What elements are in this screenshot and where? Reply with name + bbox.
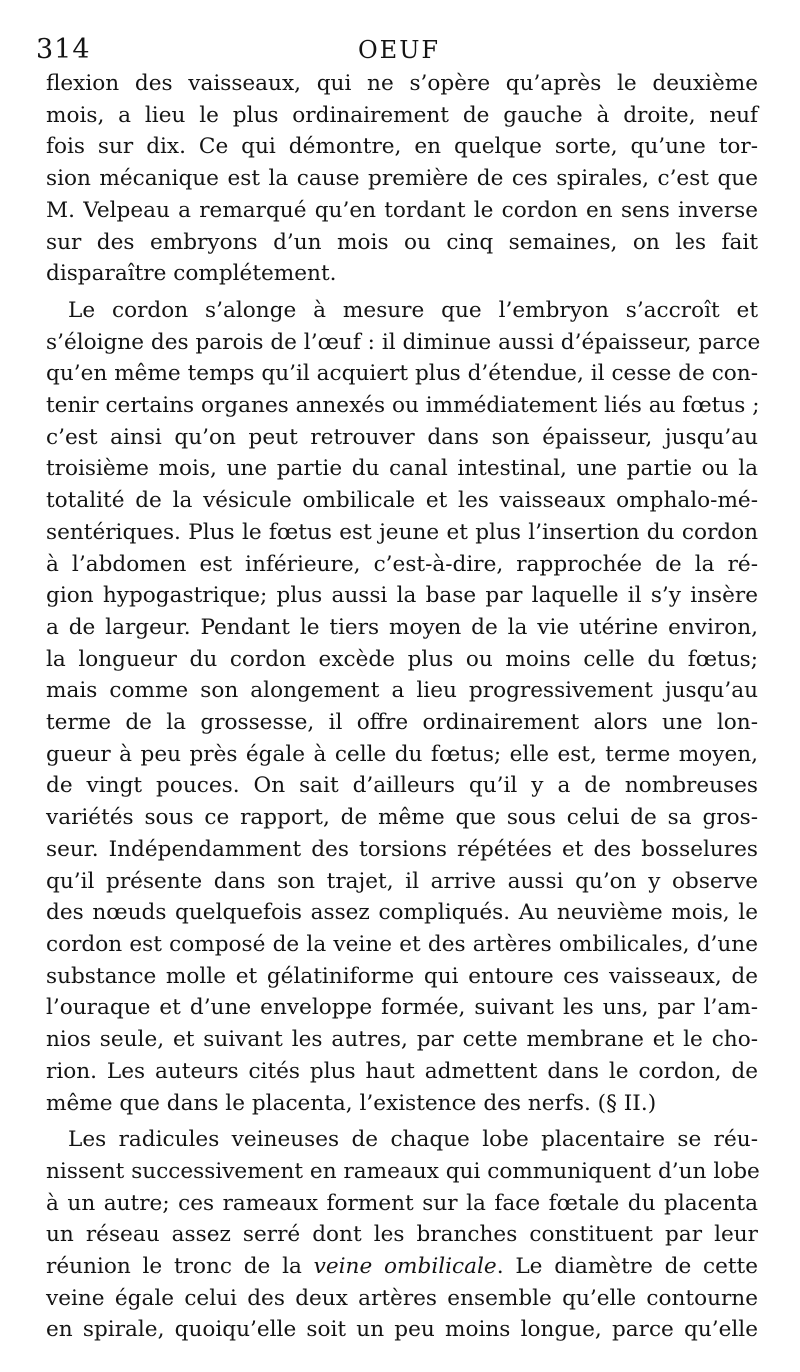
- text-line-with-italic: [46, 1251, 758, 1283]
- text-line: de vingt pouces. On sait d’ailleurs qu’il y a de nombreuses: [46, 773, 758, 799]
- text-line: troisième mois, une partie du canal intestinal, une partie ou la: [46, 456, 758, 482]
- text-line: en spirale, quoiqu’elle soit un peu moins longue, parce qu’elle: [46, 1317, 758, 1343]
- text-line: a de largeur. Pendant le tiers moyen de la vie utérine environ,: [46, 614, 758, 640]
- text-line: gion hypogastrique; plus aussi la base par laquelle il s’y insère: [46, 583, 758, 609]
- text-line: qu’en même temps qu’il acquiert plus d’étendue, il cesse de con-: [46, 361, 758, 387]
- text-line: tenir certains organes annexés ou immédiatement liés au fœtus ;: [46, 393, 760, 419]
- text-line: c’est ainsi qu’on peut retrouver dans son épaisseur, jusqu’au: [46, 424, 758, 450]
- text-line: la longueur du cordon excède plus ou moins celle du fœtus;: [46, 646, 758, 672]
- text-line: gueur à peu près égale à celle du fœtus; elle est, terme moyen,: [46, 741, 758, 767]
- text-line: sentériques. Plus le fœtus est jeune et plus l’insertion du cordon: [46, 519, 758, 545]
- text-line: nios seule, et suivant les autres, par cette membrane et le cho-: [46, 1027, 758, 1053]
- text-line: mois, a lieu le plus ordinairement de gauche à droite, neuf: [46, 102, 758, 128]
- text-line: à un autre; ces rameaux forment sur la face fœtale du placenta: [46, 1190, 758, 1216]
- italic-term: veine ombilicale: [313, 1254, 497, 1280]
- text-line: à l’abdomen est inférieure, c’est-à-dire, rapprochée de la ré-: [46, 551, 758, 577]
- text-line: un réseau assez serré dont les branches constituent par leur: [46, 1222, 758, 1248]
- page-number: 314: [36, 34, 91, 65]
- text-line: qu’il présente dans son trajet, il arrive aussi qu’on y observe: [46, 868, 758, 894]
- text-line: nissent successivement en rameaux qui communiquent d’un lobe: [46, 1158, 760, 1184]
- text-line: des nœuds quelquefois assez compliqués. Au neuvième mois, le: [46, 900, 758, 926]
- text-line: même que dans le placenta, l’existence des nerfs. (§ II.): [46, 1090, 657, 1116]
- text-line: terme de la grossesse, il offre ordinairement alors une lon-: [46, 710, 758, 736]
- text-line: veine égale celui des deux artères ensemble qu’elle contourne: [46, 1285, 758, 1311]
- text-line: s’éloigne des parois de l’œuf : il diminue aussi d’épaisseur, parce: [46, 329, 761, 355]
- text-line: disparaître complétement.: [46, 261, 337, 287]
- text-run: réunion le tronc de la: [46, 1254, 302, 1280]
- text-line: fois sur dix. Ce qui démontre, en quelque sorte, qu’une tor-: [46, 134, 758, 160]
- page-body: [46, 68, 761, 1346]
- text-line: substance molle et gélatiniforme qui entoure ces vaisseaux, de: [46, 963, 758, 989]
- text-run: . Le diamètre de cette: [496, 1254, 758, 1280]
- text-line: totalité de la vésicule ombilicale et les vaisseaux omphalo-mé-: [46, 488, 758, 514]
- text-line: seur. Indépendamment des torsions répétées et des bosselures: [46, 836, 758, 862]
- text-line: flexion des vaisseaux, qui ne s’opère qu’après le deuxième: [46, 71, 758, 96]
- text-line: mais comme son alongement a lieu progressivement jusqu’au: [46, 678, 758, 704]
- text-line: cordon est composé de la veine et des artères ombilicales, d’une: [46, 931, 758, 957]
- text-line: sion mécanique est la cause première de ces spirales, c’est que: [46, 166, 758, 192]
- text-line: M. Velpeau a remarqué qu’en tordant le cordon en sens inverse: [46, 197, 758, 223]
- paragraph-3: [46, 1124, 758, 1346]
- running-title: OEUF: [358, 36, 441, 64]
- paragraph-1: [46, 68, 758, 290]
- text-line: variétés sous ce rapport, de même que sous celui de sa gros-: [46, 805, 758, 831]
- text-line: sur des embryons d’un mois ou cinq semaines, on les fait: [46, 229, 758, 255]
- text-line: Le cordon s’alonge à mesure que l’embryon s’accroît et: [68, 297, 758, 323]
- text-line: rion. Les auteurs cités plus haut admettent dans le cordon, de: [46, 1058, 758, 1084]
- paragraph-2: [46, 295, 761, 1119]
- text-line: l’ouraque et d’une enveloppe formée, suivant les uns, par l’am-: [46, 995, 758, 1021]
- text-line: Les radicules veineuses de chaque lobe placentaire se réu-: [68, 1127, 758, 1153]
